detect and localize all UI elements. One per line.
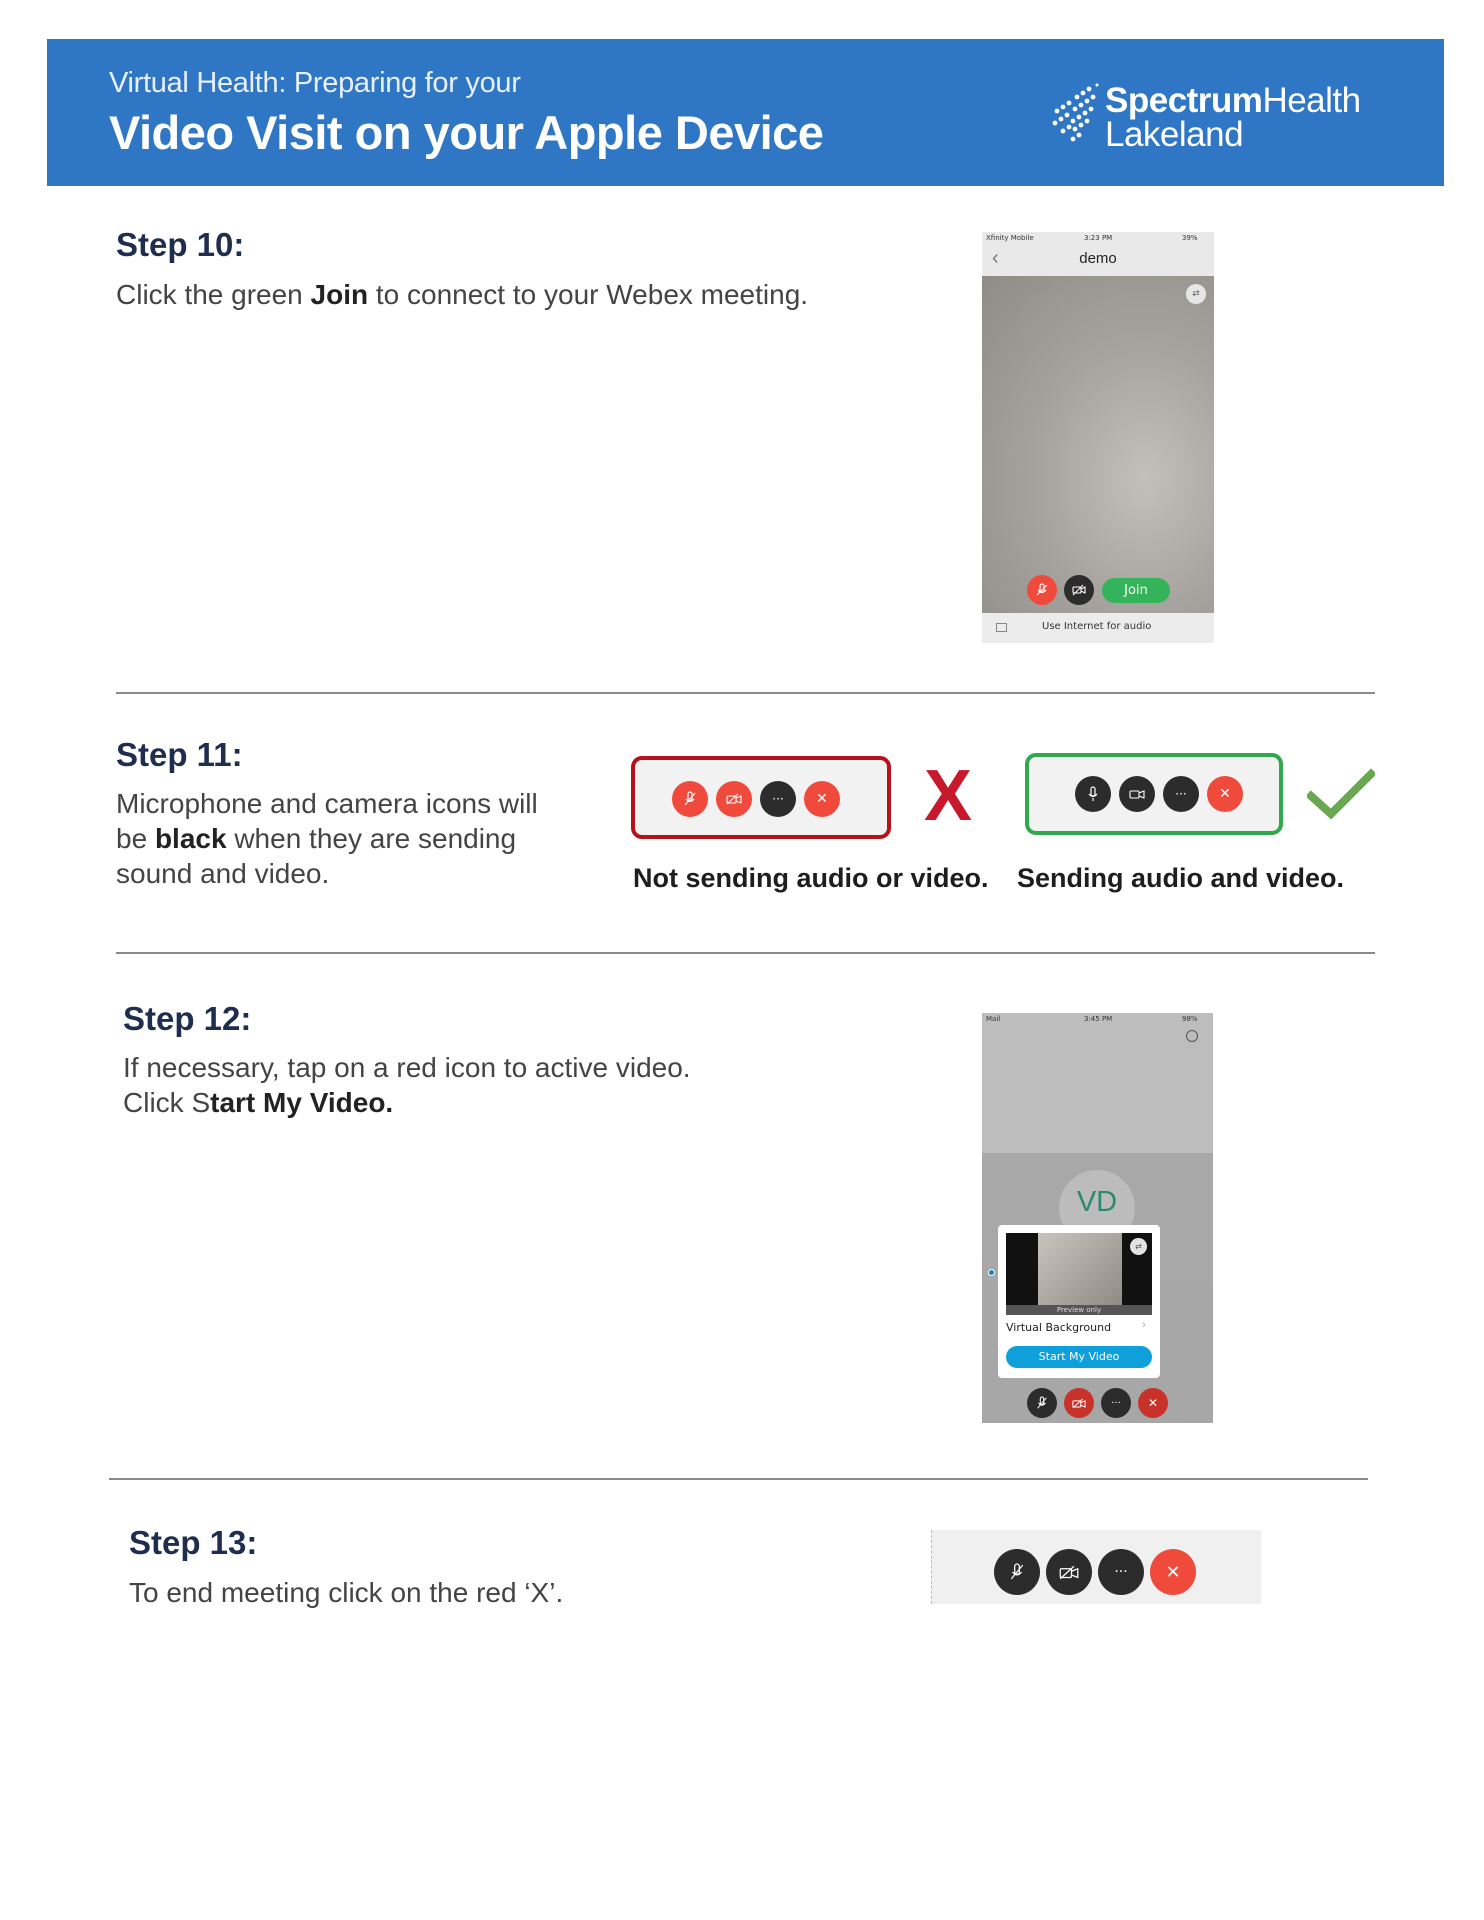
video-preview xyxy=(1006,1233,1152,1315)
page-title: Video Visit on your Apple Device xyxy=(109,106,824,159)
camera-icon xyxy=(1119,776,1155,812)
video-popup xyxy=(998,1225,1160,1378)
status-bar: Xfinity Mobile 3:23 PM 39% xyxy=(986,234,1198,242)
mic-muted-button[interactable] xyxy=(1027,1388,1057,1418)
logo-word-health: Health xyxy=(1262,81,1361,120)
step10-text: Click the green Join to connect to your Webex meeting. xyxy=(116,279,809,310)
leave-button[interactable]: ✕ xyxy=(1150,1549,1196,1595)
camera-preview xyxy=(982,276,1214,613)
camera-off-icon xyxy=(1059,1565,1079,1580)
airplay-icon[interactable] xyxy=(996,623,1007,632)
audio-option[interactable]: Use Internet for audio xyxy=(1042,621,1152,632)
start-my-video-button[interactable]: Start My Video xyxy=(1006,1346,1152,1368)
mic-muted-button[interactable] xyxy=(994,1549,1040,1595)
switch-camera-icon[interactable]: ⇄ xyxy=(1186,284,1206,304)
divider xyxy=(116,952,1375,954)
step10-heading: Step 10: xyxy=(116,226,245,263)
switch-camera-icon[interactable]: ⇄ xyxy=(1130,1238,1147,1255)
more-icon: ··· xyxy=(760,781,796,817)
mic-muted-icon xyxy=(1036,1396,1048,1410)
checkmark-icon xyxy=(1307,768,1375,820)
back-icon[interactable]: ‹ xyxy=(992,247,999,269)
step11-text: Microphone and camera icons will be black when they are sending sound and video. xyxy=(116,788,538,889)
mic-icon xyxy=(1075,776,1111,812)
sending-example xyxy=(1025,753,1283,835)
status-bar: Mail 3:45 PM 98% xyxy=(986,1015,1198,1023)
more-button[interactable]: ··· xyxy=(1098,1549,1144,1595)
not-sending-caption: Not sending audio or video. xyxy=(633,863,989,893)
step13-text: To end meeting click on the red ‘X’. xyxy=(129,1577,564,1608)
camera-off-icon xyxy=(716,781,752,817)
preview-label: Preview only xyxy=(1006,1305,1152,1315)
spectrum-health-logo xyxy=(1049,81,1389,153)
step12-heading: Step 12: xyxy=(123,1000,252,1037)
logo-word-spectrum: Spectrum xyxy=(1105,81,1263,120)
more-button[interactable]: ··· xyxy=(1101,1388,1131,1418)
header-banner xyxy=(47,39,1444,186)
join-button[interactable]: Join xyxy=(1102,578,1170,603)
x-mark-icon: X xyxy=(924,756,973,836)
chevron-right-icon: › xyxy=(1142,1319,1146,1331)
logo-word-lakeland: Lakeland xyxy=(1105,115,1244,154)
close-icon: ✕ xyxy=(1207,776,1243,812)
avatar-initials: VD xyxy=(1076,1186,1118,1218)
participants-icon[interactable] xyxy=(1186,1030,1198,1042)
virtual-background-option[interactable]: Virtual Background xyxy=(1006,1321,1112,1334)
not-sending-example xyxy=(631,756,891,839)
camera-off-button[interactable] xyxy=(1046,1549,1092,1595)
close-icon: ✕ xyxy=(804,781,840,817)
step11-heading: Step 11: xyxy=(116,736,243,773)
camera-off-icon xyxy=(1072,584,1086,596)
divider xyxy=(116,692,1375,694)
mic-muted-icon xyxy=(672,781,708,817)
meeting-name: demo xyxy=(1079,250,1117,267)
camera-off-icon xyxy=(1072,1398,1086,1409)
camera-button[interactable] xyxy=(1064,575,1094,605)
leave-button[interactable]: ✕ xyxy=(1138,1388,1168,1418)
mic-muted-icon xyxy=(1009,1562,1025,1582)
mic-muted-button[interactable] xyxy=(1027,575,1057,605)
camera-off-button[interactable] xyxy=(1064,1388,1094,1418)
step10-phone-screenshot xyxy=(982,232,1214,643)
header-pretitle: Virtual Health: Preparing for your xyxy=(109,67,521,99)
end-meeting-toolbar xyxy=(931,1530,1261,1604)
mic-muted-icon xyxy=(1035,583,1049,597)
divider xyxy=(109,1478,1368,1480)
logo-mark-icon xyxy=(1049,83,1103,147)
step12-text: If necessary, tap on a red icon to active video. Click Start My Video. xyxy=(123,1052,691,1118)
sending-caption: Sending audio and video. xyxy=(1017,863,1345,893)
step12-phone-screenshot xyxy=(982,1013,1213,1423)
more-icon: ··· xyxy=(1163,776,1199,812)
step13-heading: Step 13: xyxy=(129,1524,258,1561)
